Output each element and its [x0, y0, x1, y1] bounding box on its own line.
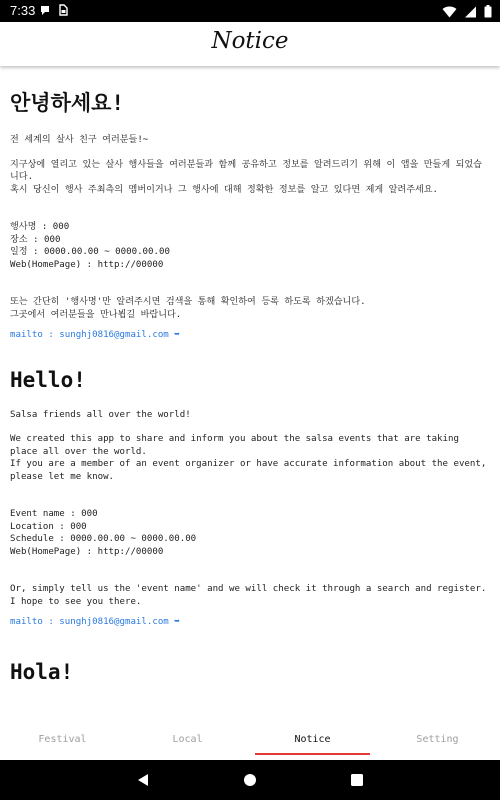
bottom-tab-bar — [0, 720, 500, 760]
notice-content[interactable] — [0, 70, 500, 720]
korean-event-fields: 행사명 : 000 장소 : 000 일정 : 0000.00.00 ~ 0000.00.00 Web(HomePage) : http://00000 — [10, 222, 170, 270]
english-mailto-link[interactable]: mailto : sunghj0816@gmail.com ➥ — [10, 617, 180, 627]
korean-intro: 지구상에 열리고 있는 살사 행사들을 여러분들과 함께 공유하고 정보를 알려드리기 위해 이 앱을 만들게 되었습니다. 혹시 당신이 행사 주최측의 멤버이거나 그 행사에 대해 정확한 정보를 알고 있다면 제게 알려주세요. — [10, 159, 482, 195]
home-icon[interactable] — [240, 770, 260, 790]
english-intro: We created this app to share and inform you about the salsa events that are taking place all over the world. If you are a member of an event organizer or have accurate information about the event, please let me know. — [10, 434, 487, 482]
status-time: 7:33 — [10, 3, 36, 18]
wifi-icon — [442, 3, 457, 22]
back-icon[interactable] — [133, 770, 153, 790]
notification-icon — [40, 4, 50, 19]
korean-outro: 또는 간단히 '행사명'만 알려주시면 검색을 통해 확인하여 등록 하도록 하겠습니다. 그곳에서 여러분들을 만나뵙길 바랍니다. — [10, 297, 366, 320]
korean-section — [0, 70, 500, 342]
korean-mailto-link[interactable]: mailto : sunghj0816@gmail.com ➥ — [10, 330, 180, 340]
english-event-fields: Event name : 000 Location : 000 Schedule : 0000.00.00 ~ 0000.00.00 Web(HomePage) : http://00000 — [10, 509, 197, 557]
sim-icon — [58, 4, 68, 19]
tab-setting[interactable]: Setting — [416, 734, 459, 745]
korean-greeting: 전 세계의 살사 친구 여러분들!~ — [10, 135, 149, 145]
signal-icon — [464, 3, 477, 22]
spanish-heading: Hola! — [10, 659, 74, 684]
status-bar — [0, 0, 500, 22]
app-title: Notice — [211, 28, 289, 54]
english-heading: Hello! — [10, 367, 86, 392]
tab-local[interactable]: Local — [172, 734, 203, 745]
english-outro: Or, simply tell us the 'event name' and we will check it through a search and register. I hope to see you there. — [10, 584, 487, 607]
system-nav-bar — [0, 760, 500, 800]
spanish-section — [0, 629, 500, 685]
english-greeting: Salsa friends all over the world! — [10, 409, 191, 420]
tab-festival[interactable]: Festival — [38, 734, 87, 745]
battery-icon — [484, 3, 492, 22]
recents-icon[interactable] — [347, 770, 367, 790]
english-section — [0, 342, 500, 629]
active-tab-indicator — [255, 753, 370, 755]
app-bar — [0, 22, 500, 66]
korean-heading: 안녕하세요! — [10, 91, 125, 115]
tab-notice[interactable]: Notice — [294, 734, 331, 745]
